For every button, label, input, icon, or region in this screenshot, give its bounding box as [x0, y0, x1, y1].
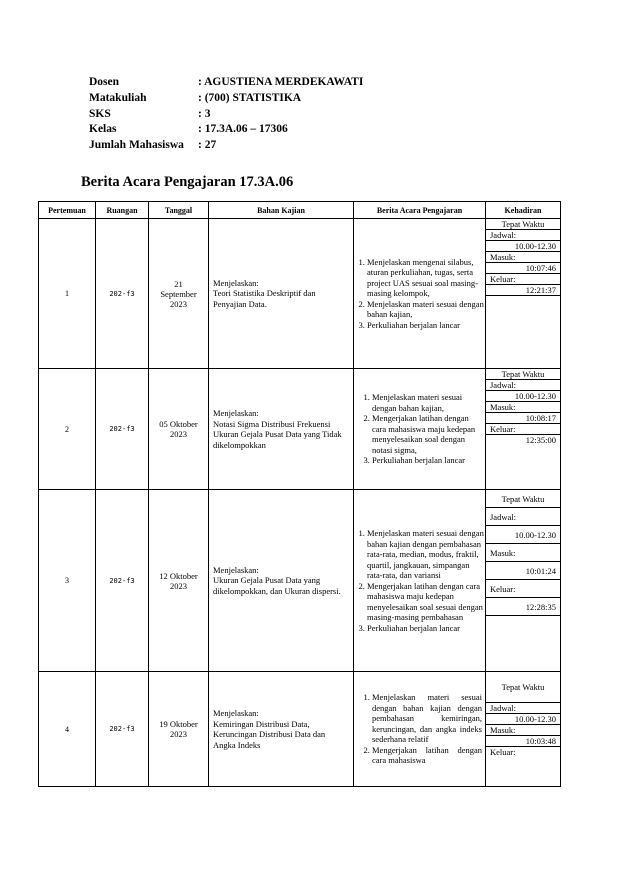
cell-kehadiran: [486, 369, 561, 490]
masuk-value: 10:07:46: [486, 263, 560, 274]
bahan-text: Menjelaskan: Notasi Sigma Distribusi Frekuensi Ukuran Gejala Pusat Data yang Tidak dikelompokkan: [213, 408, 342, 450]
info-row-jumlah-mahasiswa: [89, 138, 363, 154]
list-item: 1. Menjelaskan materi sesuai dengan bahan kajian dengan pembahasan kemiringan, keruncingan, dan angka indeks sederhana relatif: [372, 692, 482, 745]
masuk-label: Masuk:: [486, 544, 560, 562]
col-header-berita-acara: Berita Acara Pengajaran: [354, 202, 486, 219]
masuk-value: 10:03:48: [486, 736, 560, 747]
cell-ruangan: 202-f3: [96, 219, 149, 369]
col-header-ruangan: Ruangan: [96, 202, 149, 219]
cell-ruangan: 202-f3: [96, 672, 149, 787]
cell-pertemuan: 3: [39, 490, 96, 672]
info-label: Dosen: [89, 76, 120, 88]
tanggal-text: 19 Oktober 2023: [159, 719, 198, 739]
tepat-waktu-label: Tepat Waktu: [486, 369, 560, 380]
keluar-label: Keluar:: [486, 274, 560, 285]
cell-ruangan: 202-f3: [96, 369, 149, 490]
cell-berita-acara: [354, 490, 486, 672]
list-item: 3. Perkuliahan berjalan lancar: [372, 455, 485, 466]
jadwal-label: Jadwal:: [486, 703, 560, 714]
berita-list: [354, 692, 485, 766]
info-label: SKS: [89, 107, 111, 120]
list-item: 3. Perkuliahan berjalan lancar: [367, 320, 485, 331]
col-header-tanggal: Tanggal: [149, 202, 209, 219]
masuk-value: 10:08:17: [486, 413, 560, 424]
col-header-pertemuan: Pertemuan: [39, 202, 96, 219]
cell-berita-acara: [354, 369, 486, 490]
kehadiran-box: [486, 672, 560, 757]
cell-tanggal: [149, 672, 209, 787]
masuk-value: 10:01:24: [486, 562, 560, 580]
table-row: [39, 369, 561, 490]
info-label: Matakuliah: [89, 91, 147, 104]
tanggal-text: 12 Oktober 2023: [159, 570, 198, 591]
list-item: 2. Mengerjakan latihan dengan cara mahasiswa maju kedepan menyelesaikan soal sesuai dengan masing-masing pembahasan: [367, 581, 485, 623]
cell-tanggal: [149, 219, 209, 369]
berita-list: [354, 257, 485, 331]
cell-kehadiran: [486, 672, 561, 787]
tepat-waktu-label: Tepat Waktu: [486, 219, 560, 230]
jadwal-value: 10.00-12.30: [486, 714, 560, 725]
keluar-label: Keluar:: [486, 580, 560, 598]
cell-tanggal: [149, 490, 209, 672]
keluar-label: Keluar:: [490, 747, 516, 757]
info-row-kelas: [89, 122, 363, 138]
cell-tanggal: [149, 369, 209, 490]
table-row: [39, 219, 561, 369]
info-value: : 3: [198, 107, 211, 120]
cell-bahan-kajian: [209, 490, 354, 672]
kehadiran-box: [486, 490, 560, 616]
cell-kehadiran: [486, 219, 561, 369]
col-header-kehadiran: Kehadiran: [486, 202, 561, 219]
cell-bahan-kajian: [209, 369, 354, 490]
info-label: Kelas: [89, 123, 117, 136]
info-row-sks: [89, 107, 363, 123]
info-value: : 17.3A.06 – 17306: [198, 123, 288, 136]
jadwal-value: 10.00-12.30: [486, 391, 560, 402]
info-row-dosen: [89, 75, 363, 91]
jadwal-label: Jadwal:: [486, 508, 560, 526]
list-item: 1. Menjelaskan materi sesuai dengan bahan kajian dengan pembahasan rata-rata, median, modus, fraktil, quartil, jangkauan, simpangan rata-rata, dan variansi: [367, 528, 485, 581]
keluar-label: Keluar:: [486, 424, 560, 435]
list-item: 1. Menjelaskan materi sesuai dengan bahan kajian,: [372, 392, 485, 413]
info-row-matakuliah: [89, 91, 363, 107]
bahan-text: Menjelaskan: Ukuran Gejala Pusat Data yang dikelompokkan, dan Ukuran dispersi.: [213, 564, 341, 596]
cell-ruangan: 202-f3: [96, 490, 149, 672]
keluar-value: 12:21:37: [486, 285, 560, 296]
col-header-bahan-kajian: Bahan Kajian: [209, 202, 354, 219]
cell-pertemuan: 2: [39, 369, 96, 490]
info-value: : (700) STATISTIKA: [198, 91, 302, 104]
masuk-label: Masuk:: [486, 252, 560, 263]
jadwal-value: 10.00-12.30: [486, 241, 560, 252]
cell-bahan-kajian: [209, 219, 354, 369]
cell-kehadiran: [486, 490, 561, 672]
tepat-waktu-label: Tepat Waktu: [486, 672, 560, 703]
list-item: 3. Perkuliahan berjalan lancar: [367, 623, 485, 634]
list-item: 2. Menjelaskan materi sesuai dengan bahan kajian,: [367, 299, 485, 320]
berita-list: [354, 392, 485, 466]
info-value: : 27: [198, 139, 217, 152]
berita-acara-table: [38, 201, 561, 787]
cell-berita-acara: [354, 219, 486, 369]
kehadiran-box: [486, 369, 560, 445]
course-info: [89, 75, 363, 154]
keluar-value: 12:35:00: [525, 435, 556, 445]
tanggal-text: 21 September 2023: [160, 278, 197, 309]
masuk-label: Masuk:: [486, 402, 560, 413]
jadwal-value: 10.00-12.30: [486, 526, 560, 544]
cell-bahan-kajian: [209, 672, 354, 787]
kehadiran-box: [486, 219, 560, 296]
jadwal-label: Jadwal:: [486, 230, 560, 241]
jadwal-label: Jadwal:: [486, 380, 560, 391]
list-item: 2. Mengerjakan latihan dengan cara mahasiswa: [372, 745, 482, 766]
masuk-label: Masuk:: [486, 725, 560, 736]
cell-berita-acara: [354, 672, 486, 787]
cell-pertemuan: 4: [39, 672, 96, 787]
table-header-row: [39, 202, 561, 219]
tanggal-text: 05 Oktober 2023: [159, 419, 198, 439]
info-label: Jumlah Mahasiswa: [89, 139, 184, 152]
keluar-value: 12:28:35: [486, 598, 560, 616]
list-item: 2. Mengerjakan latihan dengan cara mahasiswa maju kedepan menyelesaikan soal dengan notasi sigma,: [372, 413, 485, 455]
table-row: [39, 672, 561, 787]
cell-pertemuan: 1: [39, 219, 96, 369]
info-value: : AGUSTIENA MERDEKAWATI: [198, 76, 364, 88]
berita-list: [354, 528, 485, 633]
tepat-waktu-label: Tepat Waktu: [486, 490, 560, 508]
table-row: [39, 490, 561, 672]
page-title: Berita Acara Pengajaran 17.3A.06: [81, 174, 294, 190]
bahan-text: Menjelaskan: Teori Statistika Deskriptif dan Penyajian Data.: [213, 277, 316, 309]
list-item: 1. Menjelaskan mengenai silabus, aturan perkuliahan, tugas, serta project UAS sesuai soal masing-masing kelompok,: [367, 257, 485, 299]
bahan-text: Menjelaskan: Kemiringan Distribusi Data, Keruncingan Distribusi Data dan Angka Indeks: [213, 708, 326, 750]
